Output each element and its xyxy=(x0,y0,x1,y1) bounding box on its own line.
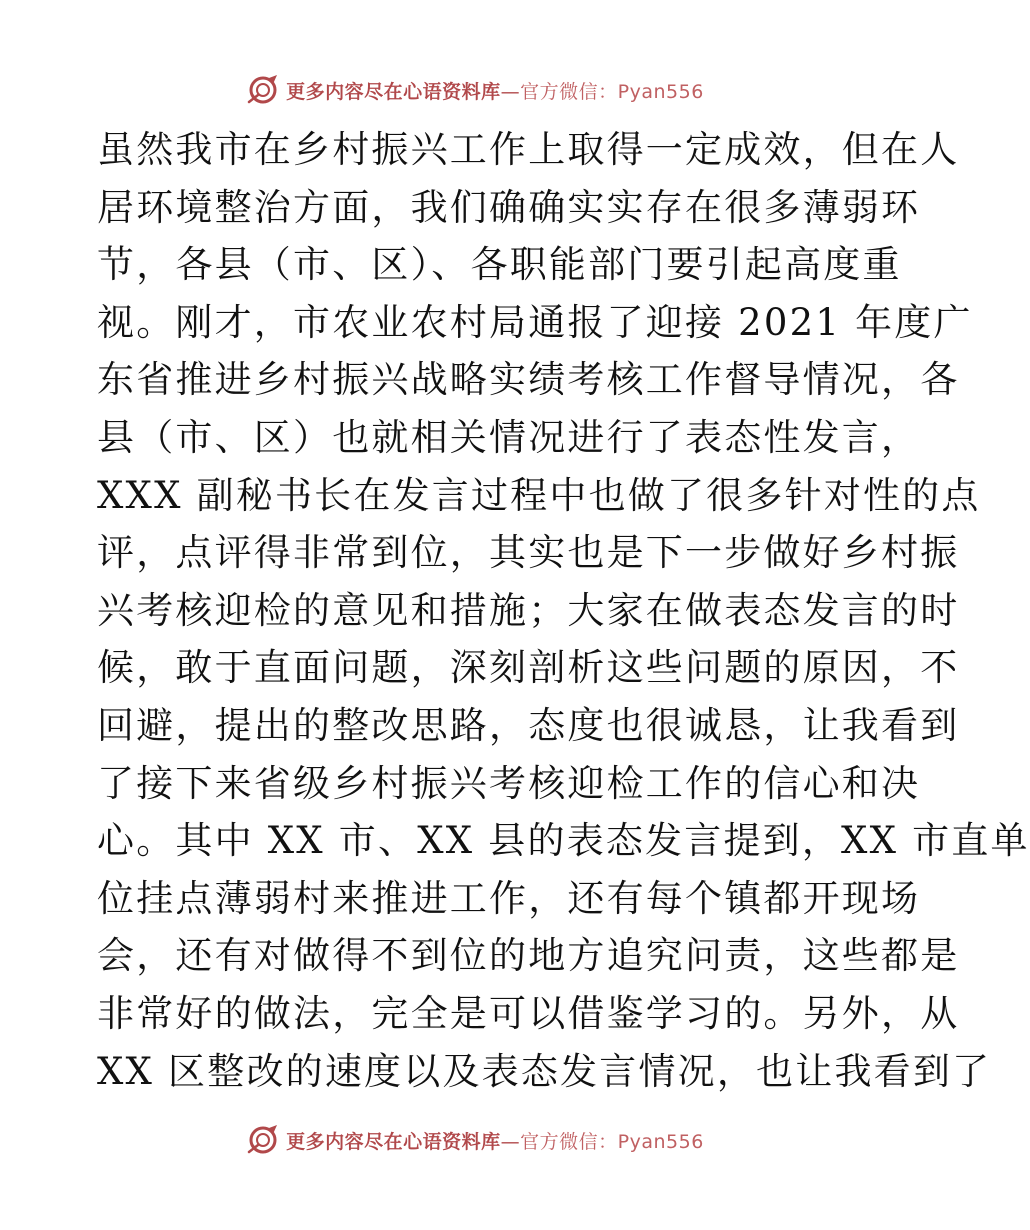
banner-site-name: 更多内容尽在心语资料库 xyxy=(286,80,501,103)
text-line: 回避，提出的整改思路，态度也很诚恳，让我看到 xyxy=(97,703,960,747)
text-line: 居环境整治方面，我们确确实实存在很多薄弱环 xyxy=(97,185,921,229)
document-body xyxy=(97,121,1030,1100)
text-line: 县（市、区）也就相关情况进行了表态性发言， xyxy=(97,415,921,459)
text-line: 虽然我市在乡村振兴工作上取得一定成效，但在人 xyxy=(97,128,960,171)
text-line: 节，各县（市、区）、各职能部门要引起高度重 xyxy=(97,243,902,287)
text-line: 非常好的做法，完全是可以借鉴学习的。另外，从 xyxy=(97,991,960,1035)
text-line: 评，点评得非常到位，其实也是下一步做好乡村振 xyxy=(97,531,960,575)
banner-separator: — xyxy=(500,1130,521,1153)
text-line: 位挂点薄弱村来推进工作，还有每个镇都开现场 xyxy=(97,876,921,920)
banner-site-name: 更多内容尽在心语资料库 xyxy=(286,1130,501,1153)
banner-text xyxy=(286,1127,704,1154)
text-line: 了接下来省级乡村振兴考核迎检工作的信心和决 xyxy=(97,761,921,805)
text-line: 东省推进乡村振兴战略实绩考核工作督导情况，各 xyxy=(97,358,960,402)
banner-contact: 官方微信：Pyan556 xyxy=(520,80,704,103)
banner-separator: — xyxy=(500,80,521,103)
quill-pen-logo-icon xyxy=(246,1123,280,1157)
quill-pen-logo-icon xyxy=(246,73,280,107)
text-line: 会，还有对做得不到位的地方追究问责，这些都是 xyxy=(97,934,960,978)
text-line: 候，敢于直面问题，深刻剖析这些问题的原因，不 xyxy=(97,646,960,690)
text-line: 兴考核迎检的意见和措施；大家在做表态发言的时 xyxy=(97,588,960,632)
text-line: XX 区整改的速度以及表态发言情况，也让我看到了 xyxy=(97,1049,992,1093)
text-line: 心。其中 XX 市、XX 县的表态发言提到，XX 市直单 xyxy=(97,819,1030,863)
header-banner xyxy=(0,70,950,110)
text-line: 视。刚才，市农业农村局通报了迎接 2021 年度广 xyxy=(97,300,973,344)
text-line: XXX 副秘书长在发言过程中也做了很多针对性的点 xyxy=(97,473,981,517)
banner-contact: 官方微信：Pyan556 xyxy=(520,1130,704,1153)
banner-text xyxy=(286,77,704,104)
footer-banner xyxy=(0,1120,950,1160)
